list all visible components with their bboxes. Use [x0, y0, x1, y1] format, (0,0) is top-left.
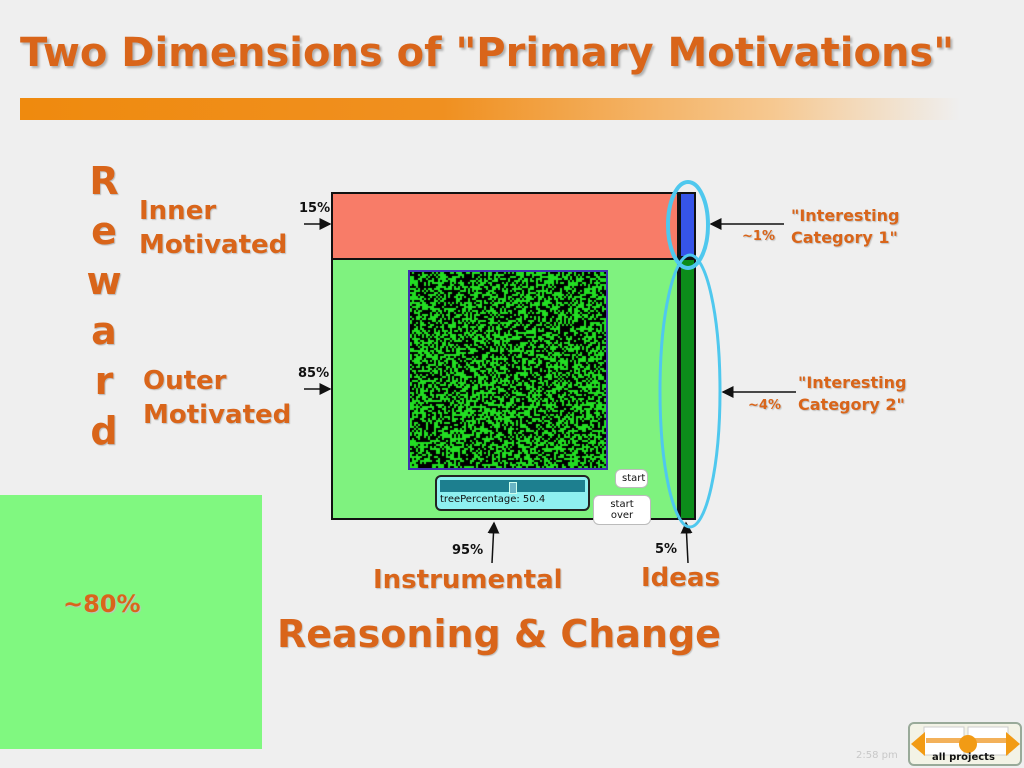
instrumental-arrow — [492, 523, 494, 563]
green-highlight-box — [0, 495, 262, 749]
ideas-percent: 5% — [655, 542, 678, 557]
slide-title: Two Dimensions of "Primary Motivations" — [20, 30, 955, 76]
category-2-percent: ~4% — [748, 398, 781, 413]
inner-label-line2: Motivated — [139, 230, 288, 260]
instrumental-label: Instrumental — [373, 565, 563, 595]
category-2-line2: Category 2" — [798, 395, 905, 414]
all-projects-link[interactable]: all projects — [932, 752, 995, 763]
reasoning-change-label: Reasoning & Change — [277, 612, 721, 656]
ideas-label: Ideas — [641, 563, 720, 593]
instrumental-percent: 95% — [452, 543, 484, 558]
category-2-ellipse — [660, 255, 720, 527]
green-box-percent: ~80% — [63, 590, 141, 618]
reward-letter: d — [90, 409, 118, 453]
outer-label-line2: Motivated — [143, 400, 292, 430]
slide-navigator[interactable] — [908, 722, 1022, 766]
ideas-arrow — [686, 523, 688, 563]
slider-label: treePercentage: 50.4 — [440, 494, 546, 505]
start-over-button[interactable]: start over — [593, 495, 651, 525]
reward-letter: r — [94, 359, 114, 403]
previous-slide-icon[interactable] — [911, 732, 925, 756]
reward-letter: w — [86, 259, 122, 303]
reward-letter: e — [91, 209, 117, 253]
next-slide-icon[interactable] — [1006, 732, 1020, 756]
inner-percent: 15% — [299, 201, 331, 216]
category-1-percent: ~1% — [742, 229, 775, 244]
category-1-line1: "Interesting — [791, 206, 900, 225]
clock: 2:58 pm — [856, 750, 898, 761]
category-2-line1: "Interesting — [798, 373, 907, 392]
reward-letter: R — [89, 159, 119, 203]
category-1-line2: Category 1" — [791, 228, 898, 247]
outer-percent: 85% — [298, 366, 330, 381]
start-button[interactable]: start — [615, 469, 648, 488]
home-icon[interactable] — [959, 735, 977, 753]
reward-letter: a — [91, 309, 117, 353]
outer-label-line1: Outer — [143, 366, 227, 396]
inner-label-line1: Inner — [139, 196, 217, 226]
